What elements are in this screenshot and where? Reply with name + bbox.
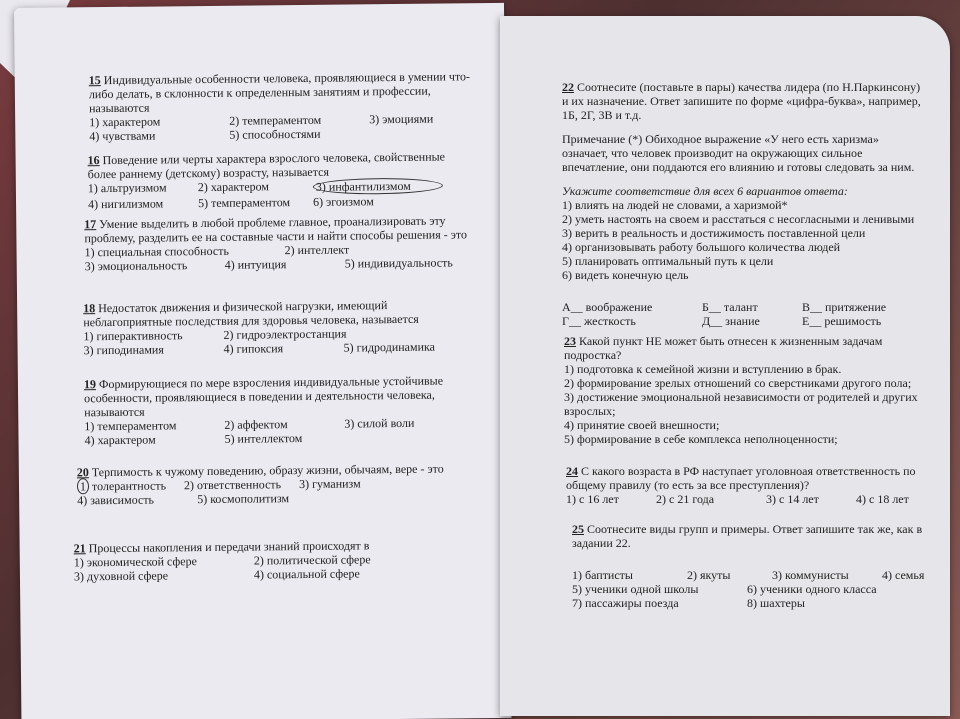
question-22 bbox=[562, 80, 922, 328]
option: 2) гидроэлектростанция bbox=[223, 326, 347, 342]
option: 3) силой воли bbox=[344, 415, 415, 431]
question-25 bbox=[572, 522, 932, 610]
letter-option: Е__ решимость bbox=[802, 314, 882, 328]
option: 4) чувствами bbox=[89, 128, 156, 144]
question-number: 24 bbox=[566, 464, 578, 478]
letter-option: А__ воображение bbox=[562, 300, 653, 314]
option: 5) способностями bbox=[229, 126, 321, 142]
question-18 bbox=[83, 297, 474, 357]
option: 1) гиперактивность bbox=[83, 328, 183, 344]
option: 4) социальной сфере bbox=[253, 566, 360, 582]
option: 1) с 16 лет bbox=[566, 492, 619, 506]
question-17 bbox=[84, 213, 475, 273]
question-number: 17 bbox=[84, 217, 97, 232]
list-item: 4) организовывать работу большого количества людей bbox=[562, 240, 841, 254]
question-text: С какого возраста в РФ наступает уголовноая ответственность по общему правилу (то есть за все преступления)? bbox=[566, 464, 916, 492]
option: 4) гипоксия bbox=[223, 341, 284, 356]
option: 5) темпераментом bbox=[197, 195, 291, 211]
question-text: Формирующиеся по мере взросления индивидуальные устойчивые особенности, проявляющиеся в поведении и деятельности человека, называются bbox=[84, 373, 444, 420]
option: 5) интеллектом bbox=[224, 431, 303, 446]
option: 2) с 21 года bbox=[656, 492, 715, 506]
option: 3) духовной сфере bbox=[73, 568, 169, 584]
option: 5) индивидуальность bbox=[344, 255, 453, 271]
question-23 bbox=[564, 334, 924, 446]
list-item: 5) формирование в себе комплекса неполноценности; bbox=[564, 432, 838, 446]
option: 8) шахтеры bbox=[747, 596, 805, 610]
option: 1) баптисты bbox=[572, 568, 633, 582]
option: 2) характером bbox=[197, 179, 270, 195]
question-21 bbox=[74, 537, 454, 583]
option: 4) характером bbox=[84, 432, 156, 448]
option-circled: 3) инфантилизмом bbox=[313, 178, 443, 195]
letter-option: Б__ талант bbox=[702, 300, 758, 314]
instruction-text: Укажите соответствие для всех 6 вариантов ответа: bbox=[562, 184, 848, 198]
question-text: Соотнесите виды групп и примеры. Ответ запишите так же, как в задании 22. bbox=[572, 522, 923, 550]
question-number: 25 bbox=[572, 522, 584, 536]
question-number: 23 bbox=[564, 334, 576, 348]
option: 2) политической сфере bbox=[253, 552, 371, 568]
question-number: 19 bbox=[83, 377, 97, 392]
option: 2) интеллект bbox=[284, 242, 350, 258]
option: 1) альтруизмом bbox=[87, 180, 167, 196]
option: 6) эгоизмом bbox=[312, 194, 374, 209]
option: 3) гуманизм bbox=[299, 476, 361, 492]
question-text: Какой пункт НЕ может быть отнесен к жизненным задачам подростка? bbox=[564, 334, 883, 362]
question-number: 18 bbox=[83, 301, 96, 316]
question-16 bbox=[88, 149, 469, 211]
option: 1) характером bbox=[89, 114, 161, 130]
option: 3) с 14 лет bbox=[766, 492, 819, 506]
question-text: Индивидуальные особенности человека, проявляющиеся в умении что-либо делать, в склонности к определенным занятиям и профессии, называются bbox=[88, 69, 471, 116]
list-item: 5) планировать оптимальный путь к цели bbox=[562, 254, 774, 268]
option: 1) темпераментом bbox=[84, 418, 177, 434]
option: 2) ответственность bbox=[183, 477, 282, 493]
question-number: 20 bbox=[76, 465, 89, 480]
option: 5) гидродинамика bbox=[343, 339, 436, 355]
letter-option: Г__ жесткость bbox=[562, 314, 636, 328]
option: 2) якуты bbox=[687, 568, 731, 582]
question-text: Соотнесите (поставьте в пары) качества лидера (по Н.Паркинсону) и их назначение. Ответ запишите по форме «цифра-буква», например, 1Б, 2Г, 3В и т.д. bbox=[562, 80, 921, 122]
option: 6) ученики одного класса bbox=[747, 582, 877, 596]
option: 3) коммунисты bbox=[772, 568, 849, 582]
list-item: 3) достижение эмоциональной независимости от родителей и других взрослых; bbox=[564, 390, 918, 418]
question-number: 15 bbox=[88, 73, 101, 88]
option: 3) эмоциональность bbox=[84, 258, 188, 274]
list-item: 2) формирование зрелых отношений со сверстниками другого пола; bbox=[564, 376, 912, 390]
list-item: 1) влиять на людей не словами, а харизмой* bbox=[562, 198, 788, 212]
option: 1) специальная способность bbox=[84, 243, 229, 260]
option: 7) пассажиры поезда bbox=[572, 596, 679, 610]
left-page bbox=[14, 3, 511, 719]
option: 4) нигилизмом bbox=[87, 196, 164, 212]
list-item: 1) подготовка к семейной жизни и вступлению в брак. bbox=[564, 362, 842, 376]
question-text: Умение выделить в любой проблеме главное, проанализировать эту проблему, разделить ее на составные части и найти способы решения - это bbox=[84, 213, 467, 246]
option: 3) эмоциями bbox=[369, 111, 434, 127]
list-item: 3) верить в реальность и достижимость поставленной цели bbox=[562, 226, 866, 240]
question-20 bbox=[77, 461, 467, 507]
question-text: Недостаток движения и физической нагрузки, имеющий неблагоприятные последствия для здоровья человека, называется bbox=[83, 298, 419, 330]
question-number: 16 bbox=[87, 153, 100, 168]
question-19 bbox=[84, 373, 475, 447]
option: 4) интуиция bbox=[224, 257, 287, 272]
note-text: Примечание (*) Обиходное выражение «У него есть харизма» означает, что человек производит на окружающих сильное впечатление, они поддаются его влиянию и готовы следовать за ним. bbox=[562, 132, 915, 174]
question-number: 22 bbox=[562, 80, 574, 94]
question-text: Терпимость к чужому поведению, образу жизни, обычаям, вере - это bbox=[91, 461, 444, 480]
option: 2) аффектом bbox=[224, 417, 288, 432]
question-text: Процессы накопления и передачи знаний происходят в bbox=[88, 538, 370, 556]
option: 4) семья bbox=[882, 568, 925, 582]
list-item: 4) принятие своей внешности; bbox=[564, 418, 720, 432]
letter-option: Д__ знание bbox=[702, 314, 760, 328]
option: 1) экономической сфере bbox=[73, 554, 197, 570]
letter-option: В__ притяжение bbox=[802, 300, 887, 314]
option: 5) ученики одной школы bbox=[572, 582, 699, 596]
question-15 bbox=[89, 69, 480, 143]
option: толерантность bbox=[91, 478, 167, 494]
option: 3) гиподинамия bbox=[83, 342, 164, 358]
list-item: 2) уметь настоять на своем и расстаться с несогласными и ленивыми bbox=[562, 212, 915, 226]
question-24 bbox=[566, 464, 926, 506]
question-text: Поведение или черты характера взрослого человека, свойственные более раннему (детскому) возрасту, называется bbox=[87, 149, 446, 182]
option: 2) темпераментом bbox=[229, 112, 322, 128]
question-number: 21 bbox=[73, 541, 86, 556]
option: 4) с 18 лет bbox=[856, 492, 909, 506]
option-circled-number: 1 bbox=[77, 478, 89, 494]
list-item: 6) видеть конечную цель bbox=[562, 268, 689, 282]
option: 5) космополитизм bbox=[197, 491, 290, 507]
option: 4) зависимость bbox=[77, 492, 155, 508]
right-page bbox=[500, 16, 950, 716]
